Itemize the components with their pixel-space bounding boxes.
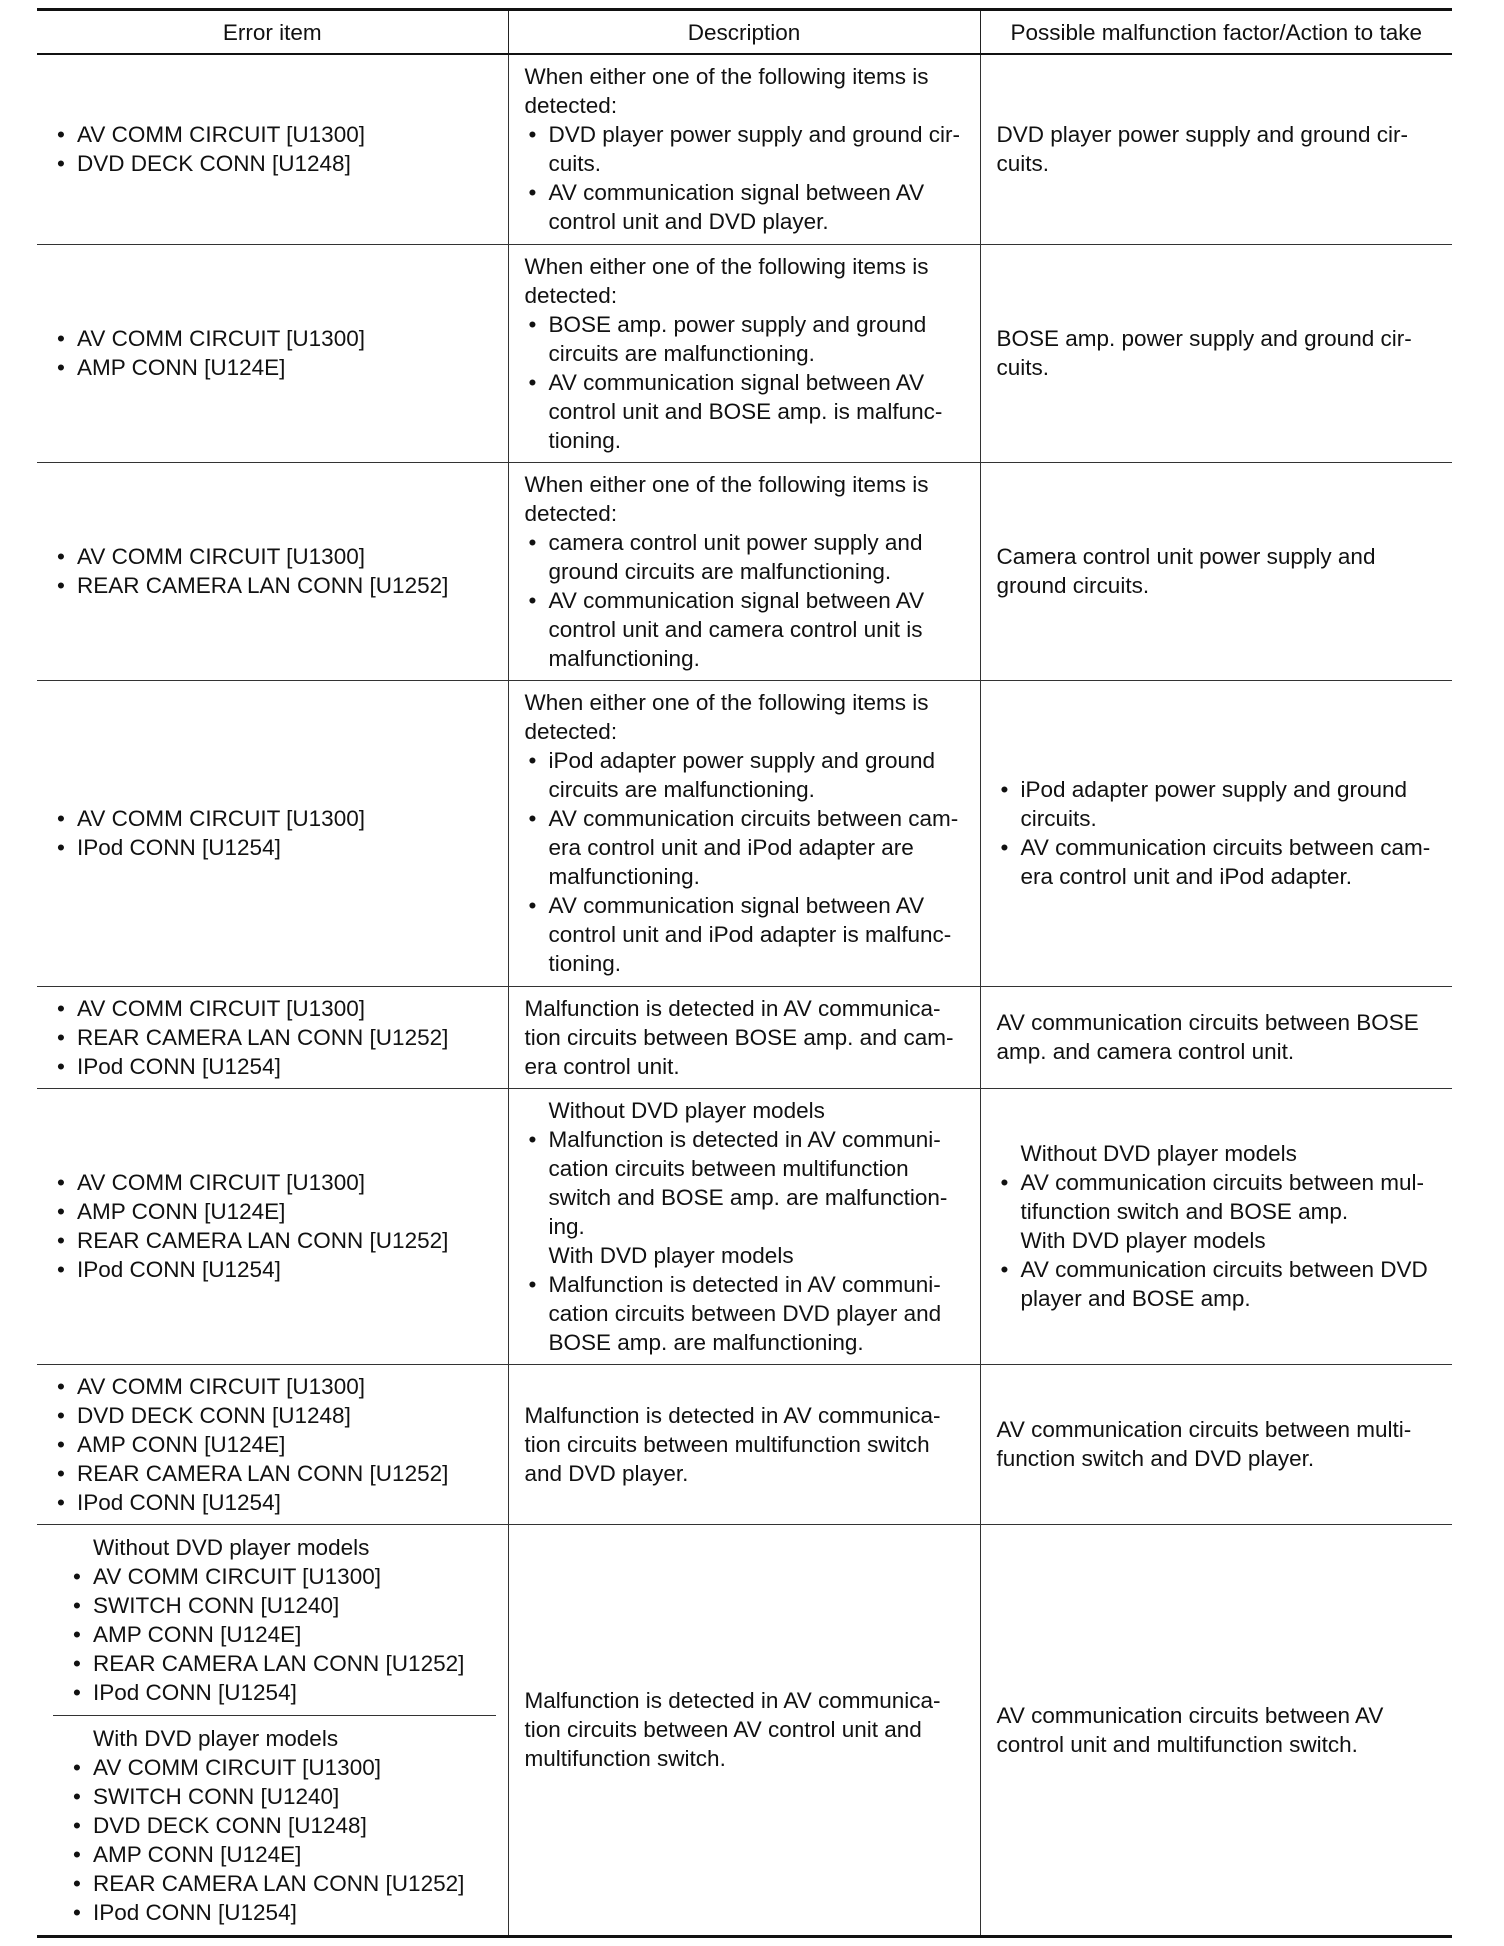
description-cell [508, 1088, 980, 1364]
error-item: • SWITCH CONN [U1240] [69, 1591, 484, 1620]
description-item: • Malfunction is detected in AV communi-cation circuits between DVD player and BOSE amp. are malfunctioning. [525, 1270, 968, 1357]
error-item: • DVD DECK CONN [U1248] [69, 1811, 484, 1840]
action-cell [980, 680, 1452, 986]
action-cell [980, 1364, 1452, 1524]
description-item: • camera control unit power supply and ground circuits are malfunctioning. [525, 528, 968, 586]
description-item: • AV communication signal between AV control unit and camera control unit is malfunctioning. [525, 586, 968, 673]
action-text: AV communication circuits between AV control unit and multifunction switch. [996, 1702, 1384, 1757]
description-item: • BOSE amp. power supply and ground circuits are malfunctioning. [525, 310, 968, 368]
table-row [37, 462, 1452, 680]
error-item: • AMP CONN [U124E] [53, 1430, 496, 1459]
action-cell [980, 1088, 1452, 1364]
description-subheading: Without DVD player models [548, 1097, 825, 1123]
action-cell [980, 462, 1452, 680]
description-cell [508, 1364, 980, 1524]
header-error-item: Error item [37, 10, 508, 55]
error-subheading: With DVD player models [93, 1725, 339, 1751]
action-cell [980, 54, 1452, 244]
header-description: Description [508, 10, 980, 55]
description-cell [508, 680, 980, 986]
error-item: • AMP CONN [U124E] [69, 1620, 484, 1649]
action-text: DVD player power supply and ground cir-cuits. [996, 122, 1408, 177]
error-item-cell [37, 1364, 508, 1524]
error-item: • AV COMM CIRCUIT [U1300] [53, 324, 496, 353]
header-row [37, 10, 1452, 55]
table-row [37, 1088, 1452, 1364]
table-row [37, 1524, 1452, 1936]
table-row [37, 986, 1452, 1088]
description-text: Malfunction is detected in AV communica-tion circuits between multifunction switch and DVD player. [524, 1402, 941, 1486]
error-item: • AV COMM CIRCUIT [U1300] [53, 994, 496, 1023]
action-text: AV communication circuits between BOSE amp. and camera control unit. [996, 1010, 1419, 1064]
action-item: • AV communication circuits between cam-era control unit and iPod adapter. [997, 833, 1441, 891]
action-text: AV communication circuits between multi-function switch and DVD player. [996, 1417, 1412, 1471]
error-item: • IPod CONN [U1254] [53, 1255, 496, 1284]
error-subheading: Without DVD player models [93, 1534, 370, 1560]
error-item-cell [37, 680, 508, 986]
description-cell [508, 986, 980, 1088]
error-subgroup-with-dvd [53, 1716, 496, 1931]
description-item: • AV communication signal between AV control unit and DVD player. [525, 178, 968, 236]
table-row [37, 680, 1452, 986]
description-item: • DVD player power supply and ground cir-cuits. [525, 120, 968, 178]
table-row [37, 1364, 1452, 1524]
description-cell [508, 462, 980, 680]
table-row [37, 244, 1452, 462]
header-action: Possible malfunction factor/Action to take [980, 10, 1452, 55]
error-item: • AV COMM CIRCUIT [U1300] [69, 1562, 484, 1591]
error-item-cell [37, 462, 508, 680]
action-item: • AV communication circuits between DVD player and BOSE amp. [997, 1255, 1441, 1313]
description-cell [508, 244, 980, 462]
error-item-table [37, 8, 1452, 1938]
description-item: • Malfunction is detected in AV communi-cation circuits between multifunction switch and BOSE amp. are malfunction-ing. [525, 1125, 968, 1241]
error-item: • REAR CAMERA LAN CONN [U1252] [53, 1459, 496, 1488]
error-item: • AMP CONN [U124E] [53, 353, 496, 382]
description-intro: When either one of the following items is detected: [524, 471, 929, 526]
error-item: • AV COMM CIRCUIT [U1300] [69, 1753, 484, 1782]
error-item-cell [37, 244, 508, 462]
error-item: • IPod CONN [U1254] [53, 1488, 496, 1517]
error-item: • SWITCH CONN [U1240] [69, 1782, 484, 1811]
error-item: • DVD DECK CONN [U1248] [53, 1401, 496, 1430]
error-item: • REAR CAMERA LAN CONN [U1252] [69, 1869, 484, 1898]
error-item: • AV COMM CIRCUIT [U1300] [53, 1168, 496, 1197]
error-item: • REAR CAMERA LAN CONN [U1252] [53, 1226, 496, 1255]
error-item: • IPod CONN [U1254] [69, 1898, 484, 1927]
action-text: BOSE amp. power supply and ground cir-cuits. [996, 326, 1412, 380]
action-item: • AV communication circuits between mul-tifunction switch and BOSE amp. [997, 1168, 1441, 1226]
error-item: • AV COMM CIRCUIT [U1300] [53, 1372, 496, 1401]
action-cell [980, 986, 1452, 1088]
action-subheading: With DVD player models [1020, 1228, 1266, 1253]
error-item-cell [37, 54, 508, 244]
error-item: • AMP CONN [U124E] [69, 1840, 484, 1869]
error-item-cell [37, 1088, 508, 1364]
description-subheading: With DVD player models [548, 1242, 794, 1268]
error-item: • IPod CONN [U1254] [53, 833, 496, 862]
action-cell [980, 244, 1452, 462]
error-item: • AV COMM CIRCUIT [U1300] [53, 120, 496, 149]
description-item: • AV communication circuits between cam-era control unit and iPod adapter are malfunctioning. [525, 804, 968, 891]
error-item: • AMP CONN [U124E] [53, 1197, 496, 1226]
description-intro: When either one of the following items is detected: [524, 64, 929, 119]
action-item: • iPod adapter power supply and ground circuits. [997, 775, 1441, 833]
error-item: • AV COMM CIRCUIT [U1300] [53, 542, 496, 571]
action-text: Camera control unit power supply and ground circuits. [996, 544, 1376, 598]
description-item: • AV communication signal between AV control unit and BOSE amp. is malfunc-tioning. [525, 368, 968, 455]
action-subheading: Without DVD player models [1020, 1141, 1297, 1166]
description-cell [508, 54, 980, 244]
error-item: • IPod CONN [U1254] [53, 1052, 496, 1081]
error-item: • AV COMM CIRCUIT [U1300] [53, 804, 496, 833]
error-item: • DVD DECK CONN [U1248] [53, 149, 496, 178]
description-text: Malfunction is detected in AV communica-tion circuits between BOSE amp. and cam-era control unit. [524, 995, 954, 1079]
action-cell [980, 1524, 1452, 1936]
description-item: • AV communication signal between AV control unit and iPod adapter is malfunc-tioning. [525, 891, 968, 978]
description-text: Malfunction is detected in AV communica-tion circuits between AV control unit and multifunction switch. [524, 1688, 941, 1771]
table-row [37, 54, 1452, 244]
error-item: • REAR CAMERA LAN CONN [U1252] [69, 1649, 484, 1678]
error-item-cell [37, 986, 508, 1088]
error-item: • REAR CAMERA LAN CONN [U1252] [53, 571, 496, 600]
description-intro: When either one of the following items is detected: [524, 690, 929, 744]
description-item: • iPod adapter power supply and ground circuits are malfunctioning. [525, 746, 968, 804]
error-item-cell [37, 1524, 508, 1936]
error-item: • REAR CAMERA LAN CONN [U1252] [53, 1023, 496, 1052]
description-cell [508, 1524, 980, 1936]
description-intro: When either one of the following items is detected: [524, 253, 929, 308]
error-subgroup-without-dvd [53, 1529, 496, 1716]
error-item: • IPod CONN [U1254] [69, 1678, 484, 1707]
